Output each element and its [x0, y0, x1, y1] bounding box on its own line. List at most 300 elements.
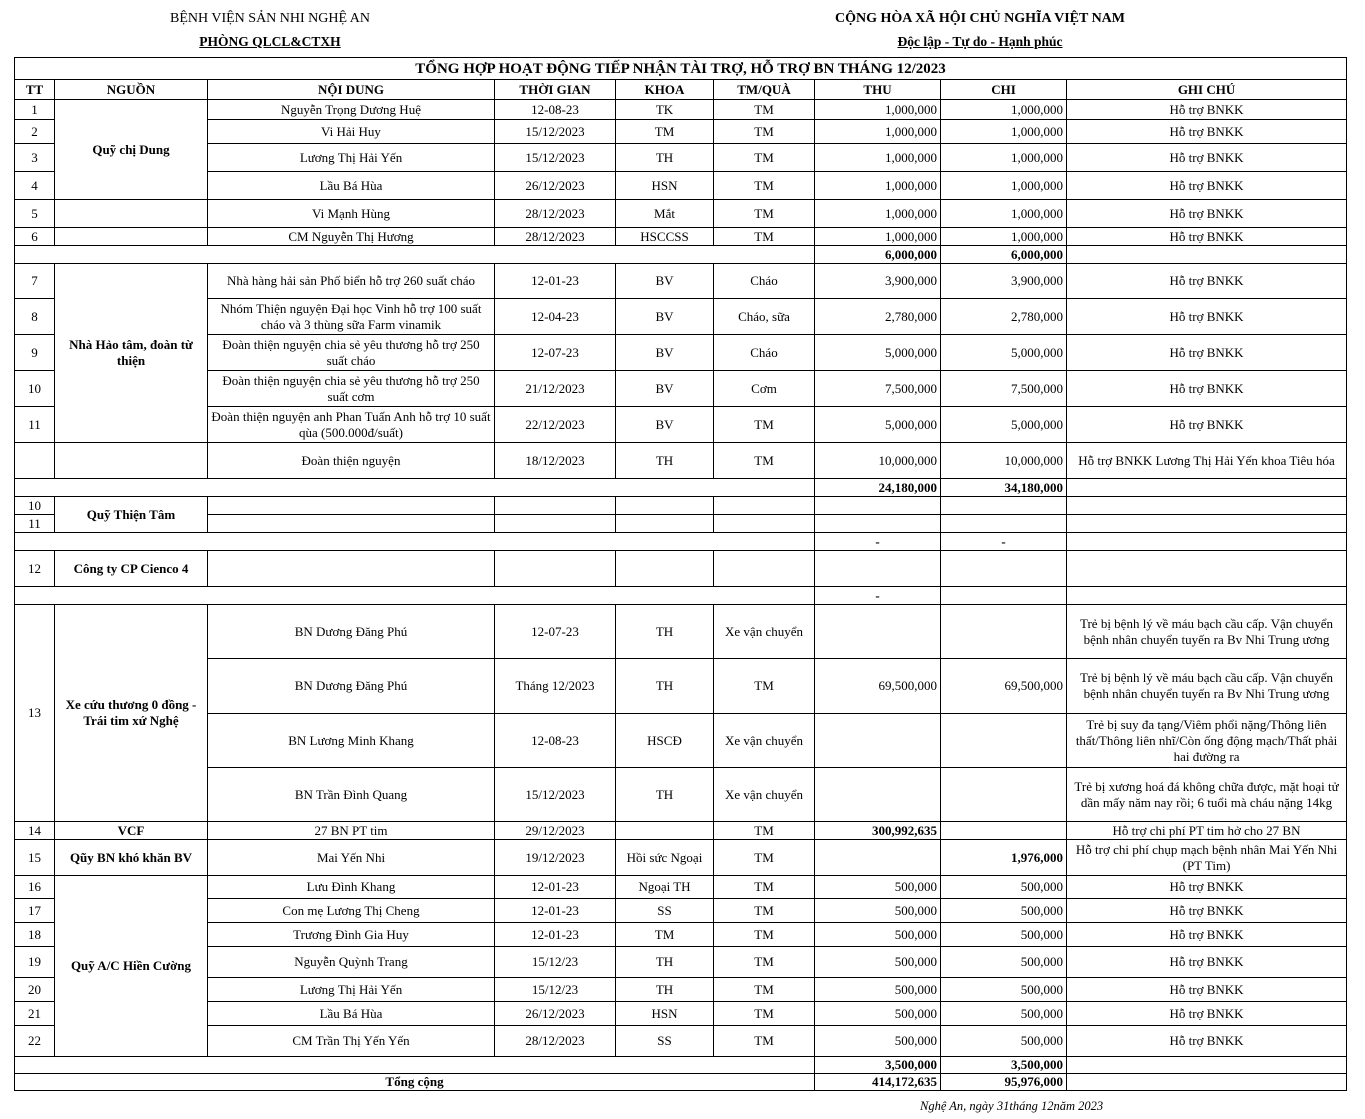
- cell-type: Cháo: [714, 264, 815, 299]
- cell-income: 500,000: [815, 1002, 941, 1026]
- total-row: [15, 1074, 1347, 1091]
- cell-dept: BV: [616, 264, 714, 299]
- cell-income: 69,500,000: [815, 659, 941, 714]
- cell-type: TM: [714, 144, 815, 172]
- table-row: [15, 407, 1347, 443]
- cell-dept: TH: [616, 947, 714, 978]
- cell-income: 3,900,000: [815, 264, 941, 299]
- table-row: [15, 1026, 1347, 1057]
- cell-type: Xe vận chuyển: [714, 605, 815, 659]
- table-row: [15, 876, 1347, 899]
- cell-dept: TM: [616, 120, 714, 144]
- table-row: [15, 228, 1347, 246]
- cell-expense: [941, 768, 1067, 822]
- col-khoa: KHOA: [616, 80, 714, 100]
- national-motto: Độc lập - Tự do - Hạnh phúc: [897, 34, 1063, 49]
- cell-content: Lầu Bá Hùa: [208, 1002, 495, 1026]
- cell-note: Hỗ trợ BNKK: [1067, 120, 1347, 144]
- cell-time: 12-08-23: [495, 714, 616, 768]
- cell-type: TM: [714, 228, 815, 246]
- col-thoi-gian: THỜI GIAN: [495, 80, 616, 100]
- cell-income: [815, 515, 941, 533]
- cell-dept: BV: [616, 335, 714, 371]
- cell-time: 12-01-23: [495, 923, 616, 947]
- cell-tt: 7: [15, 264, 55, 299]
- cell-tt: 8: [15, 299, 55, 335]
- cell-note: Hỗ trợ BNKK: [1067, 978, 1347, 1002]
- cell-time: 18/12/2023: [495, 443, 616, 479]
- cell-tt: 10: [15, 497, 55, 515]
- cell-time: 28/12/2023: [495, 228, 616, 246]
- cell-type: Cơm: [714, 371, 815, 407]
- cell-content: CM Trần Thị Yến Yến: [208, 1026, 495, 1057]
- cell-note: Hỗ trợ chi phí PT tim hở cho 27 BN: [1067, 822, 1347, 840]
- cell-content: Đoàn thiện nguyện anh Phan Tuấn Anh hỗ trợ 10 suất qùa (500.000đ/suất): [208, 407, 495, 443]
- cell-income: 10,000,000: [815, 443, 941, 479]
- cell-note: Hỗ trợ BNKK: [1067, 1002, 1347, 1026]
- cell-dept: TH: [616, 144, 714, 172]
- cell-dept: TH: [616, 443, 714, 479]
- cell-time: 12-01-23: [495, 899, 616, 923]
- subtotal-expense: 34,180,000: [941, 479, 1067, 497]
- cell-content: Lương Thị Hải Yến: [208, 978, 495, 1002]
- cell-type: TM: [714, 1002, 815, 1026]
- cell-tt: 2: [15, 120, 55, 144]
- cell-content: [208, 551, 495, 587]
- cell-type: TM: [714, 822, 815, 840]
- cell-note: [1067, 497, 1347, 515]
- source-cell: Công ty CP Cienco 4: [55, 551, 208, 587]
- subtotal-row: [15, 479, 1347, 497]
- cell-note: Hỗ trợ BNKK: [1067, 407, 1347, 443]
- table-row: [15, 172, 1347, 200]
- cell-expense: 2,780,000: [941, 299, 1067, 335]
- cell-time: [495, 497, 616, 515]
- table-row: [15, 605, 1347, 659]
- title-row: [15, 58, 1347, 80]
- source-cell: Quỹ chị Dung: [55, 100, 208, 200]
- subtotal-note: [1067, 1057, 1347, 1074]
- cell-content: Đoàn thiện nguyện chia sẻ yêu thương hỗ trợ 250 suất cháo: [208, 335, 495, 371]
- cell-tt: 16: [15, 876, 55, 899]
- table-row: [15, 947, 1347, 978]
- national-header: [790, 7, 1170, 53]
- cell-expense: [941, 714, 1067, 768]
- source-cell: VCF: [55, 822, 208, 840]
- cell-time: 12-01-23: [495, 876, 616, 899]
- col-tt: TT: [15, 80, 55, 100]
- cell-content: [208, 497, 495, 515]
- cell-note: Hỗ trợ BNKK Lương Thị Hải Yến khoa Tiêu hóa: [1067, 443, 1347, 479]
- hospital-header: [110, 7, 430, 53]
- cell-type: [714, 551, 815, 587]
- cell-note: Hỗ trợ BNKK: [1067, 1026, 1347, 1057]
- cell-content: Con mẹ Lương Thị Cheng: [208, 899, 495, 923]
- source-cell: Qũy BN khó khăn BV: [55, 840, 208, 876]
- cell-dept: Ngoại TH: [616, 876, 714, 899]
- cell-type: TM: [714, 947, 815, 978]
- cell-dept: SS: [616, 899, 714, 923]
- cell-dept: TH: [616, 605, 714, 659]
- cell-time: [495, 515, 616, 533]
- subtotal-income: -: [815, 533, 941, 551]
- hospital-name: BỆNH VIỆN SẢN NHI NGHỆ AN: [169, 11, 370, 26]
- cell-note: Hỗ trợ BNKK: [1067, 923, 1347, 947]
- cell-tt: 1: [15, 100, 55, 120]
- cell-expense: 1,000,000: [941, 172, 1067, 200]
- cell-note: Hỗ trợ BNKK: [1067, 899, 1347, 923]
- cell-note: Hỗ trợ BNKK: [1067, 144, 1347, 172]
- cell-dept: Hồi sức Ngoại: [616, 840, 714, 876]
- total-label: Tổng cộng: [15, 1074, 815, 1091]
- cell-time: 12-07-23: [495, 335, 616, 371]
- cell-content: Nhà hàng hải sản Phố biển hỗ trợ 260 suất cháo: [208, 264, 495, 299]
- subtotal-note: [1067, 479, 1347, 497]
- cell-income: 1,000,000: [815, 172, 941, 200]
- cell-time: 28/12/2023: [495, 1026, 616, 1057]
- table-row: [15, 497, 1347, 515]
- cell-content: Lương Thị Hải Yến: [208, 144, 495, 172]
- subtotal-income: -: [815, 587, 941, 605]
- cell-content: CM Nguyễn Thị Hương: [208, 228, 495, 246]
- cell-note: Trẻ bị bệnh lý về máu bạch cầu cấp. Vận chuyển bệnh nhân chuyển tuyến ra Bv Nhi Trung ương: [1067, 659, 1347, 714]
- cell-time: 15/12/2023: [495, 144, 616, 172]
- cell-expense: 5,000,000: [941, 335, 1067, 371]
- subtotal-note: [1067, 587, 1347, 605]
- cell-dept: BV: [616, 407, 714, 443]
- cell-content: Đoàn thiện nguyện: [208, 443, 495, 479]
- cell-dept: SS: [616, 1026, 714, 1057]
- cell-note: [1067, 515, 1347, 533]
- cell-expense: 5,000,000: [941, 407, 1067, 443]
- cell-income: 300,992,635: [815, 822, 941, 840]
- cell-time: Tháng 12/2023: [495, 659, 616, 714]
- cell-content: Lầu Bá Hùa: [208, 172, 495, 200]
- cell-income: 500,000: [815, 978, 941, 1002]
- cell-tt: 15: [15, 840, 55, 876]
- cell-expense: 500,000: [941, 947, 1067, 978]
- cell-tt: 13: [15, 605, 55, 822]
- cell-time: 12-08-23: [495, 100, 616, 120]
- table-row: [15, 371, 1347, 407]
- cell-dept: Mắt: [616, 200, 714, 228]
- cell-content: Mai Yến Nhi: [208, 840, 495, 876]
- cell-expense: 500,000: [941, 978, 1067, 1002]
- cell-dept: HSCĐ: [616, 714, 714, 768]
- cell-note: Hỗ trợ BNKK: [1067, 335, 1347, 371]
- cell-expense: [941, 515, 1067, 533]
- cell-type: TM: [714, 659, 815, 714]
- cell-time: 12-07-23: [495, 605, 616, 659]
- cell-tt: 6: [15, 228, 55, 246]
- table-row: [15, 551, 1347, 587]
- cell-dept: [616, 551, 714, 587]
- cell-tt: 19: [15, 947, 55, 978]
- cell-expense: 3,900,000: [941, 264, 1067, 299]
- source-cell: Quỹ A/C Hiền Cường: [55, 876, 208, 1057]
- cell-content: Vi Mạnh Hùng: [208, 200, 495, 228]
- subtotal-spacer: [15, 1057, 815, 1074]
- cell-note: Hỗ trợ BNKK: [1067, 264, 1347, 299]
- subtotal-spacer: [15, 587, 815, 605]
- subtotal-row: [15, 1057, 1347, 1074]
- subtotal-row: [15, 533, 1347, 551]
- cell-expense: 10,000,000: [941, 443, 1067, 479]
- cell-note: [1067, 551, 1347, 587]
- cell-type: TM: [714, 1026, 815, 1057]
- cell-content: Lưu Đình Khang: [208, 876, 495, 899]
- cell-type: Cháo: [714, 335, 815, 371]
- cell-expense: 1,976,000: [941, 840, 1067, 876]
- report-table: [14, 57, 1347, 1091]
- total-note: [1067, 1074, 1347, 1091]
- subtotal-expense: 6,000,000: [941, 246, 1067, 264]
- cell-content: Nhóm Thiện nguyện Đại học Vinh hỗ trợ 100 suất cháo và 3 thùng sữa Farm vinamik: [208, 299, 495, 335]
- cell-content: BN Trần Đình Quang: [208, 768, 495, 822]
- cell-type: TM: [714, 172, 815, 200]
- source-cell: Nhà Hảo tâm, đoàn từ thiện: [55, 264, 208, 443]
- cell-tt: 22: [15, 1026, 55, 1057]
- cell-type: TM: [714, 899, 815, 923]
- cell-income: [815, 714, 941, 768]
- subtotal-spacer: [15, 479, 815, 497]
- cell-income: 500,000: [815, 899, 941, 923]
- cell-dept: TH: [616, 978, 714, 1002]
- table-row: [15, 714, 1347, 768]
- cell-note: Hỗ trợ BNKK: [1067, 100, 1347, 120]
- cell-type: Xe vận chuyển: [714, 714, 815, 768]
- col-chi: CHI: [941, 80, 1067, 100]
- cell-income: 500,000: [815, 923, 941, 947]
- table-row: [15, 443, 1347, 479]
- cell-tt: 11: [15, 515, 55, 533]
- cell-expense: 500,000: [941, 1026, 1067, 1057]
- report-title: TỔNG HỢP HOẠT ĐỘNG TIẾP NHẬN TÀI TRỢ, HỖ TRỢ BN THÁNG 12/2023: [15, 58, 1347, 80]
- national-title: CỘNG HÒA XÃ HỘI CHỦ NGHĨA VIỆT NAM: [834, 11, 1125, 26]
- cell-source-empty: [55, 443, 208, 479]
- cell-time: 12-04-23: [495, 299, 616, 335]
- cell-content: Trương Đình Gia Huy: [208, 923, 495, 947]
- cell-note: Hỗ trợ BNKK: [1067, 228, 1347, 246]
- total-income: 414,172,635: [815, 1074, 941, 1091]
- cell-content: Nguyễn Trọng Dương Huệ: [208, 100, 495, 120]
- cell-source-empty: [55, 200, 208, 228]
- cell-income: 1,000,000: [815, 200, 941, 228]
- cell-tt: 12: [15, 551, 55, 587]
- cell-type: TM: [714, 978, 815, 1002]
- cell-dept: [616, 822, 714, 840]
- cell-type: TM: [714, 100, 815, 120]
- cell-tt: 14: [15, 822, 55, 840]
- cell-note: Hỗ trợ BNKK: [1067, 299, 1347, 335]
- table-row: [15, 200, 1347, 228]
- cell-time: 15/12/23: [495, 978, 616, 1002]
- cell-content: BN Dương Đăng Phú: [208, 605, 495, 659]
- cell-expense: 7,500,000: [941, 371, 1067, 407]
- source-cell: Quỹ Thiện Tâm: [55, 497, 208, 533]
- cell-content: 27 BN PT tim: [208, 822, 495, 840]
- cell-type: TM: [714, 407, 815, 443]
- cell-expense: 500,000: [941, 923, 1067, 947]
- subtotal-income: 3,500,000: [815, 1057, 941, 1074]
- table-row: [15, 515, 1347, 533]
- cell-type: TM: [714, 443, 815, 479]
- cell-income: [815, 551, 941, 587]
- cell-income: 5,000,000: [815, 335, 941, 371]
- cell-note: Hỗ trợ chi phí chụp mạch bệnh nhân Mai Yến Nhi (PT Tim): [1067, 840, 1347, 876]
- header-row: [15, 80, 1347, 100]
- subtotal-spacer: [15, 533, 815, 551]
- cell-tt: 5: [15, 200, 55, 228]
- cell-income: 2,780,000: [815, 299, 941, 335]
- cell-time: 15/12/23: [495, 947, 616, 978]
- cell-expense: 1,000,000: [941, 120, 1067, 144]
- cell-type: Xe vận chuyển: [714, 768, 815, 822]
- cell-tt: 4: [15, 172, 55, 200]
- subtotal-expense: -: [941, 533, 1067, 551]
- table-row: [15, 144, 1347, 172]
- cell-income: 500,000: [815, 1026, 941, 1057]
- cell-time: 26/12/2023: [495, 172, 616, 200]
- cell-income: 1,000,000: [815, 228, 941, 246]
- cell-note: Trẻ bị bệnh lý về máu bạch cầu cấp. Vận chuyển bệnh nhân chuyển tuyến ra Bv Nhi Trung ương: [1067, 605, 1347, 659]
- cell-expense: [941, 822, 1067, 840]
- col-tm-qua: TM/QUÀ: [714, 80, 815, 100]
- cell-dept: HSN: [616, 1002, 714, 1026]
- table-row: [15, 120, 1347, 144]
- cell-dept: BV: [616, 371, 714, 407]
- table-row: [15, 899, 1347, 923]
- subtotal-spacer: [15, 246, 815, 264]
- cell-note: Trẻ bị suy đa tạng/Viêm phổi nặng/Thông liên thất/Thông liên nhĩ/Còn ống động mạch/Thất phải hai đường ra: [1067, 714, 1347, 768]
- cell-tt: 11: [15, 407, 55, 443]
- table-row: [15, 1002, 1347, 1026]
- cell-dept: HSCCSS: [616, 228, 714, 246]
- cell-income: 1,000,000: [815, 120, 941, 144]
- subtotal-expense: 3,500,000: [941, 1057, 1067, 1074]
- cell-income: 500,000: [815, 876, 941, 899]
- cell-type: [714, 497, 815, 515]
- cell-tt: 3: [15, 144, 55, 172]
- cell-time: 26/12/2023: [495, 1002, 616, 1026]
- table-row: [15, 335, 1347, 371]
- cell-content: [208, 515, 495, 533]
- cell-dept: TM: [616, 923, 714, 947]
- cell-content: BN Dương Đăng Phú: [208, 659, 495, 714]
- cell-tt: 18: [15, 923, 55, 947]
- total-expense: 95,976,000: [941, 1074, 1067, 1091]
- cell-tt: 9: [15, 335, 55, 371]
- cell-content: Đoàn thiện nguyện chia sẻ yêu thương hỗ trợ 250 suất cơm: [208, 371, 495, 407]
- table-row: [15, 768, 1347, 822]
- subtotal-income: 6,000,000: [815, 246, 941, 264]
- cell-type: TM: [714, 120, 815, 144]
- cell-dept: [616, 497, 714, 515]
- cell-note: Hỗ trợ BNKK: [1067, 200, 1347, 228]
- subtotal-note: [1067, 246, 1347, 264]
- cell-expense: 69,500,000: [941, 659, 1067, 714]
- cell-income: [815, 768, 941, 822]
- cell-dept: TH: [616, 768, 714, 822]
- subtotal-note: [1067, 533, 1347, 551]
- cell-content: Nguyễn Quỳnh Trang: [208, 947, 495, 978]
- cell-time: 28/12/2023: [495, 200, 616, 228]
- cell-income: 1,000,000: [815, 100, 941, 120]
- cell-tt: 10: [15, 371, 55, 407]
- cell-expense: 1,000,000: [941, 144, 1067, 172]
- cell-dept: HSN: [616, 172, 714, 200]
- cell-time: 12-01-23: [495, 264, 616, 299]
- table-row: [15, 264, 1347, 299]
- department-name: PHÒNG QLCL&CTXH: [199, 34, 341, 49]
- cell-type: TM: [714, 840, 815, 876]
- cell-income: 500,000: [815, 947, 941, 978]
- cell-expense: [941, 497, 1067, 515]
- source-cell: Xe cứu thương 0 đồng - Trái tim xứ Nghệ: [55, 605, 208, 822]
- cell-type: TM: [714, 200, 815, 228]
- cell-expense: 1,000,000: [941, 100, 1067, 120]
- cell-type: [714, 515, 815, 533]
- table-row: [15, 299, 1347, 335]
- cell-expense: [941, 605, 1067, 659]
- cell-dept: TK: [616, 100, 714, 120]
- cell-time: 29/12/2023: [495, 822, 616, 840]
- col-nguon: NGUỒN: [55, 80, 208, 100]
- table-row: [15, 923, 1347, 947]
- cell-tt: 21: [15, 1002, 55, 1026]
- cell-income: 1,000,000: [815, 144, 941, 172]
- table-row: [15, 978, 1347, 1002]
- cell-type: Cháo, sữa: [714, 299, 815, 335]
- col-noi-dung: NỘI DUNG: [208, 80, 495, 100]
- cell-type: TM: [714, 923, 815, 947]
- cell-tt: [15, 443, 55, 479]
- cell-time: 19/12/2023: [495, 840, 616, 876]
- cell-note: Hỗ trợ BNKK: [1067, 947, 1347, 978]
- cell-note: Hỗ trợ BNKK: [1067, 172, 1347, 200]
- col-thu: THU: [815, 80, 941, 100]
- cell-income: [815, 605, 941, 659]
- cell-income: 7,500,000: [815, 371, 941, 407]
- cell-content: Vi Hải Huy: [208, 120, 495, 144]
- cell-expense: 1,000,000: [941, 228, 1067, 246]
- cell-time: [495, 551, 616, 587]
- cell-tt: 20: [15, 978, 55, 1002]
- cell-time: 21/12/2023: [495, 371, 616, 407]
- cell-content: BN Lương Minh Khang: [208, 714, 495, 768]
- cell-time: 22/12/2023: [495, 407, 616, 443]
- cell-income: [815, 497, 941, 515]
- table-row: [15, 822, 1347, 840]
- cell-expense: 1,000,000: [941, 200, 1067, 228]
- subtotal-income: 24,180,000: [815, 479, 941, 497]
- cell-time: 15/12/2023: [495, 768, 616, 822]
- cell-note: Trẻ bị xương hoá đá không chữa được, mặt hoại tử dần mấy năm nay rồi; 6 tuổi mà cháu nặng 14kg: [1067, 768, 1347, 822]
- table-row: [15, 659, 1347, 714]
- cell-tt: 17: [15, 899, 55, 923]
- cell-expense: 500,000: [941, 876, 1067, 899]
- col-ghi-chu: GHI CHÚ: [1067, 80, 1347, 100]
- cell-note: Hỗ trợ BNKK: [1067, 876, 1347, 899]
- cell-dept: TH: [616, 659, 714, 714]
- table-row: [15, 840, 1347, 876]
- cell-income: [815, 840, 941, 876]
- cell-income: 5,000,000: [815, 407, 941, 443]
- cell-type: TM: [714, 876, 815, 899]
- cell-dept: BV: [616, 299, 714, 335]
- table-row: [15, 100, 1347, 120]
- cell-dept: [616, 515, 714, 533]
